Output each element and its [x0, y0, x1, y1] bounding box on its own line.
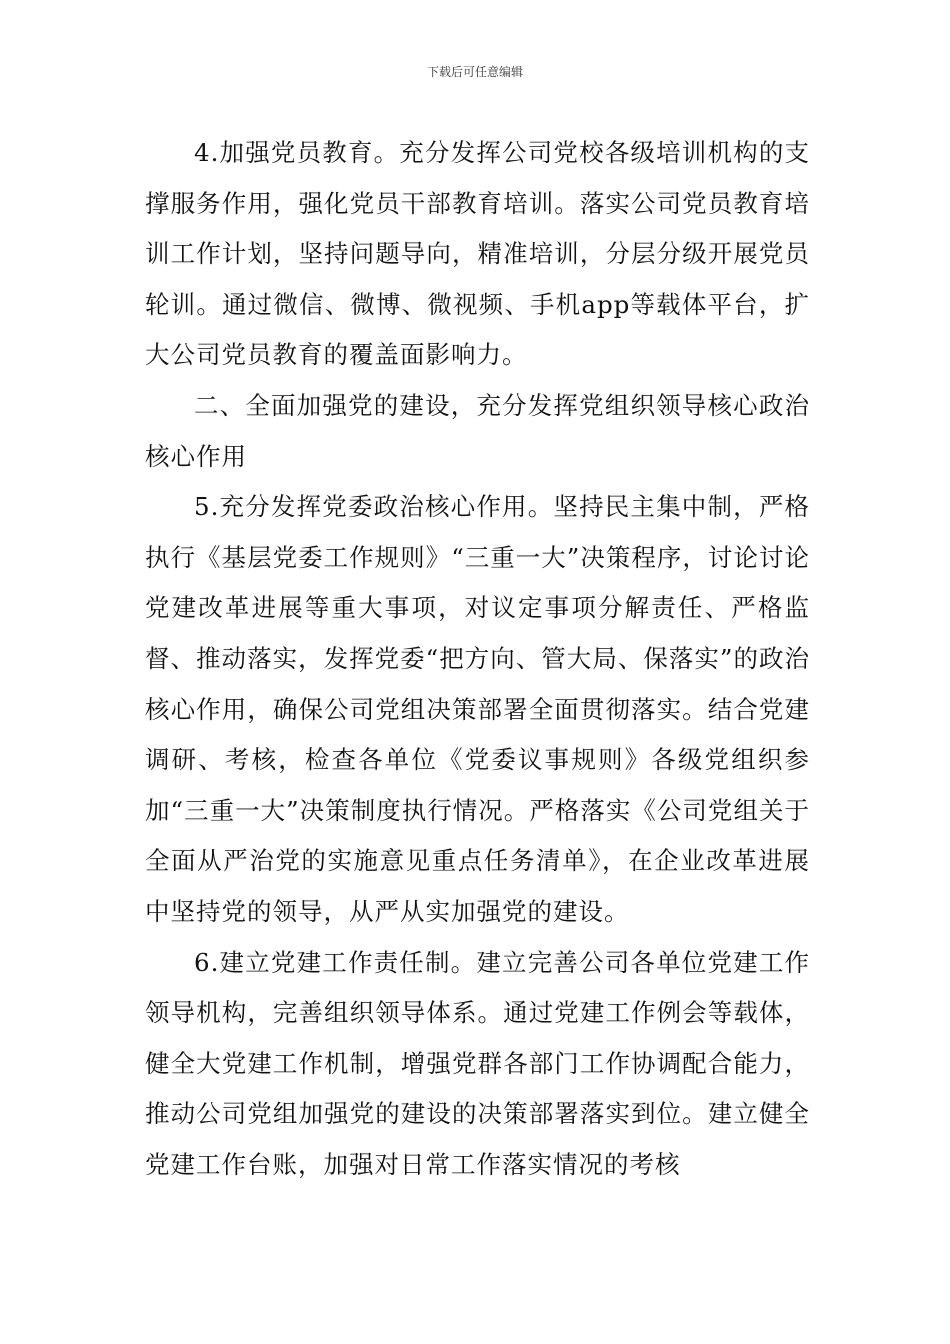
paragraph-responsibility-system: 6.建立党建工作责任制。建立完善公司各单位党建工作领导机构，完善组织领导体系。通过党建工作例会等载体，健全大党建工作机制，增强党群各部门工作协调配合能力，推动公司党组加强党的建设的决策部署落实到位。建立健全党建工作台账，加强对日常工作落实情况的考核 [145, 947, 810, 1179]
paragraph-party-committee: 5.充分发挥党委政治核心作用。坚持民主集中制，严格执行《基层党委工作规则》“三重一大”决策程序，讨论讨论党建改革进展等重大事项，对议定事项分解责任、严格监督、推动落实，发挥党委“把方向、管大局、保落实”的政治核心作用，确保公司党组决策部署全面贯彻落实。结合党建调研、考核，检查各单位《党委议事规则》各级党组织参加“三重一大”决策制度执行情况。严格落实《公司党组关于全面从严治党的实施意见重点任务清单》，在企业改革进展中坚持党的领导，从严从实加强党的建设。 [145, 492, 810, 926]
document-body [145, 128, 810, 1190]
section-heading-two: 二、全面加强党的建设，充分发挥党组织领导核心政治核心作用 [145, 390, 810, 471]
page-header: 下载后可任意编辑 [426, 65, 523, 79]
paragraph-party-education: 4.加强党员教育。充分发挥公司党校各级培训机构的支撑服务作用，强化党员干部教育培训。落实公司党员教育培训工作计划，坚持问题导向，精准培训，分层分级开展党员轮训。通过微信、微博、微视频、手机app等载体平台，扩大公司党员教育的覆盖面影响力。 [145, 138, 810, 370]
